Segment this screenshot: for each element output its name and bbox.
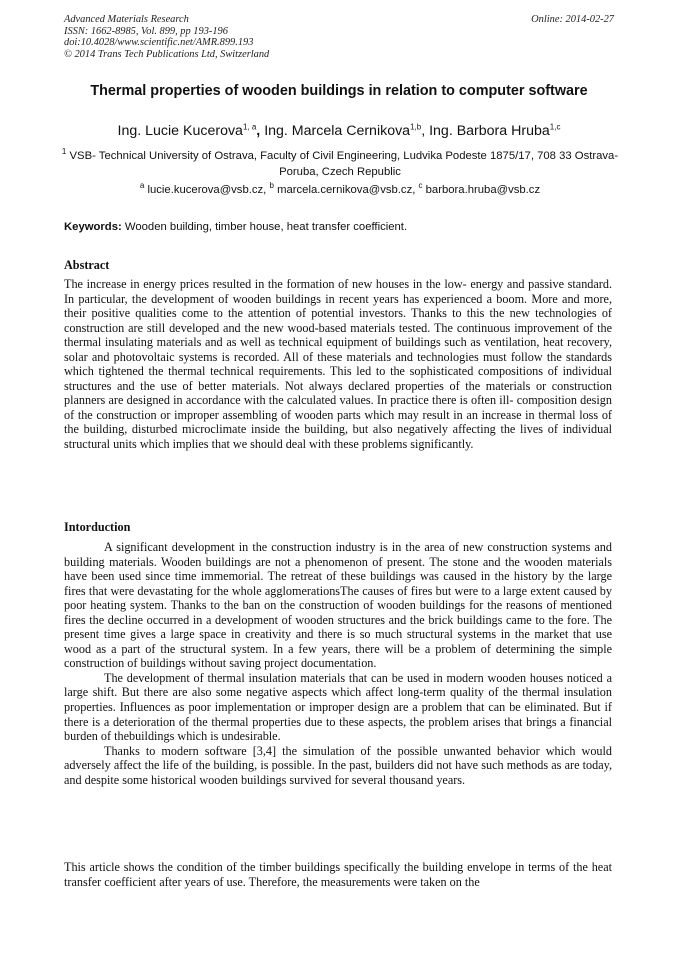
affiliation-text: VSB- Technical University of Ostrava, Faculty of Civil Engineering, Ludvika Podeste 1875/17, 708 33 Ostrava- Poruba, Czech Republic xyxy=(69,150,619,178)
email-superscript: a xyxy=(139,181,145,191)
author-list: Ing. Lucie Kucerova$^{1, a}$, Ing. Marcela Cernikova$^{1,b}$, Ing. Barbora Hruba$^{1,c}$ xyxy=(117,122,561,139)
online-date: Online: 2014-02-27 xyxy=(531,14,614,25)
abstract-heading: Abstract xyxy=(64,258,110,272)
abstract-body xyxy=(64,277,612,452)
abstract-paragraph: The increase in energy prices resulted in the formation of new houses in the low- energy and passive standard. In particular, the development of wooden buildings in recent years has experienced a boom. More and more, their positive qualities come to the attention of potential investors. Thanks to this the new technologies of construction are still developed and the new wood-based materials tested. The continuous improvement of the thermal insulating materials and as well as technical equipment of buildings such as ventilation, heat recovery, solar and photovoltaic systems is recorded. All of these materials and technologies must follow the standards which tightened the thermal technical requirements. This led to the sophisticated compositions of individual structures and the use of better materials. Not always declared properties of the materials or construction planners are designed in accordance with the calculated values. In practice there is often ill- composition design of the construction or improper assembling of wooden parts which may result in an increase in thermal loss of the building, disturbed microclimate inside the building, but also negatively affecting the lives of individual structural units which implies that we should deal with these problems significantly. xyxy=(64,277,612,452)
body-paragraph: This article shows the condition of the timber buildings specifically the building envelope in terms of the heat transfer coefficient after years of use. Therefore, the measurements were taken on the xyxy=(64,860,612,889)
keywords xyxy=(64,221,407,233)
journal-header xyxy=(64,14,269,60)
email-link[interactable]: marcela.cernikova@vsb.cz, xyxy=(277,184,416,196)
author-superscript: 1, a xyxy=(242,122,257,132)
body-paragraph: Thanks to modern software [3,4] the simulation of the possible unwanted behavior which would adversely affect the life of the building, is possible. In the past, builders did not have such methods as are today, and despite some historical wooden buildings survived for several thousand years. xyxy=(64,743,612,787)
body-paragraph: A significant development in the construction industry is in the area of new construction systems and building materials. Wooden buildings are not a phenomenon of present. The stone and the wooden materials have been used since time immemorial. The retreat of these buildings was caused in the history by the large fires that were devastating for the whole agglomerationsThe causes of fires but were to a large extent caused by poor heating system. Thanks to the ban on the construction of wooden buildings for the reasons of mentioned fires the decline occurred in a development of wooden structures and the brick buildings came to the fore. The present time gives a large space in creativity and there is so much structural systems in the market that use wood as a part of the structural system. In a few years, there will be a problem of determining the simple construction of buildings without saving project documentation. xyxy=(64,540,612,671)
keywords-text: Wooden building, timber house, heat transfer coefficient. xyxy=(124,221,408,233)
keywords-label: Keywords: xyxy=(64,221,122,233)
email-list xyxy=(60,183,620,198)
introduction-body xyxy=(64,540,612,787)
paper-title: Thermal properties of wooden buildings in relation to computer software xyxy=(90,83,588,99)
affiliation xyxy=(60,149,620,180)
issn-line: ISSN: 1662-8985, Vol. 899, pp 193-196 xyxy=(64,25,228,37)
email-link[interactable]: barbora.hruba@vsb.cz xyxy=(425,184,541,196)
doi-line: doi:10.4028/www.scientific.net/AMR.899.193 xyxy=(64,37,254,49)
author-name: Ing. Barbora Hruba xyxy=(429,123,550,139)
journal-name: Advanced Materials Research xyxy=(64,14,189,25)
continuation-body xyxy=(64,860,612,889)
email-superscript: c xyxy=(418,181,423,191)
affiliation-superscript: 1 xyxy=(61,147,67,157)
author-superscript: 1,b xyxy=(410,122,422,132)
author-superscript: 1,c xyxy=(549,122,561,132)
introduction-heading: Intorduction xyxy=(64,520,131,534)
author-name: Ing. Marcela Cernikova xyxy=(264,123,411,139)
copyright-line: © 2014 Trans Tech Publications Ltd, Switzerland xyxy=(64,48,270,60)
author-name: Ing. Lucie Kucerova xyxy=(117,123,243,139)
body-paragraph: The development of thermal insulation materials that can be used in modern wooden houses noticed a large shift. But there are also some negative aspects which affect long-term quality of the thermal insulation properties. Influences as poor implementation or improper design are a problem that can be eliminated. But if there is a deterioration of the thermal properties due to these aspects, the problem arises that brings a financial burden of thebuildings which is undesirable. xyxy=(64,670,612,744)
email-link[interactable]: lucie.kucerova@vsb.cz, xyxy=(147,184,267,196)
email-superscript: b xyxy=(269,181,274,191)
